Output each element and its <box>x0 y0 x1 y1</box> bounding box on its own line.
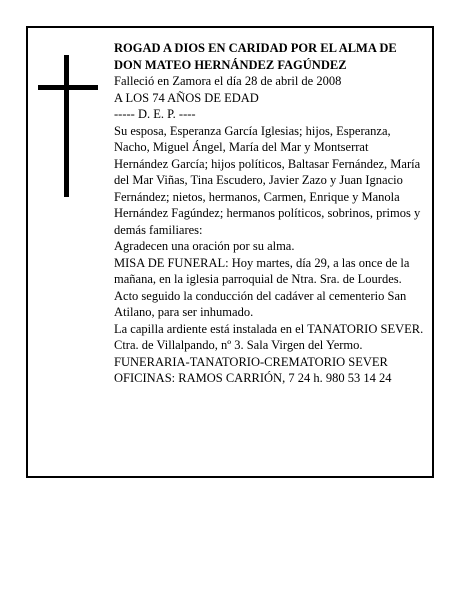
obituary-header: ROGAD A DIOS EN CARIDAD POR EL ALMA DE <box>114 41 397 55</box>
age-line: A LOS 74 AÑOS DE EDAD <box>114 90 259 105</box>
cross-vertical-bar <box>64 55 69 197</box>
thanks-line: Agradecen una oración por su alma. <box>114 239 295 253</box>
deceased-name: DON MATEO HERNÁNDEZ FAGÚNDEZ <box>114 57 347 72</box>
rip-line: ----- D. E. P. ---- <box>114 107 196 121</box>
obituary-text <box>114 40 424 387</box>
chapel-info: La capilla ardiente está instalada en el TANATORIO SEVER. Ctra. de Villalpando, nº 3. Sala Virgen del Yermo. <box>114 321 424 352</box>
funeral-mass: MISA DE FUNERAL: Hoy martes, día 29, a las once de la mañana, en la iglesia parroquial de Ntra. Sra. de Lourdes. Acto seguido la conducción del cadáver al cementerio San Atilano, para ser inhumado. <box>114 255 410 319</box>
death-info: Falleció en Zamora el día 28 de abril de 2008 <box>114 74 342 88</box>
family-list: Su esposa, Esperanza García Iglesias; hijos, Esperanza, Nacho, Miguel Ángel, María del Mar y Montserrat Hernández García; hijos políticos, Baltasar Fernández, María del Mar Viñas, Tina Escudero, Javier Zazo y Juan Ignacio Fernández; nietos, hermanos, Carmen, Enrique y Manola Hernández Fagúndez; hermanos políticos, sobrinos, primos y demás familiares: <box>114 123 421 237</box>
offices-line: OFICINAS: RAMOS CARRIÓN, 7 24 h. 980 53 14 24 <box>114 371 392 385</box>
cross-icon <box>38 55 98 197</box>
funeral-home: FUNERARIA-TANATORIO-CREMATORIO SEVER <box>114 354 388 369</box>
cross-horizontal-bar <box>38 85 98 90</box>
